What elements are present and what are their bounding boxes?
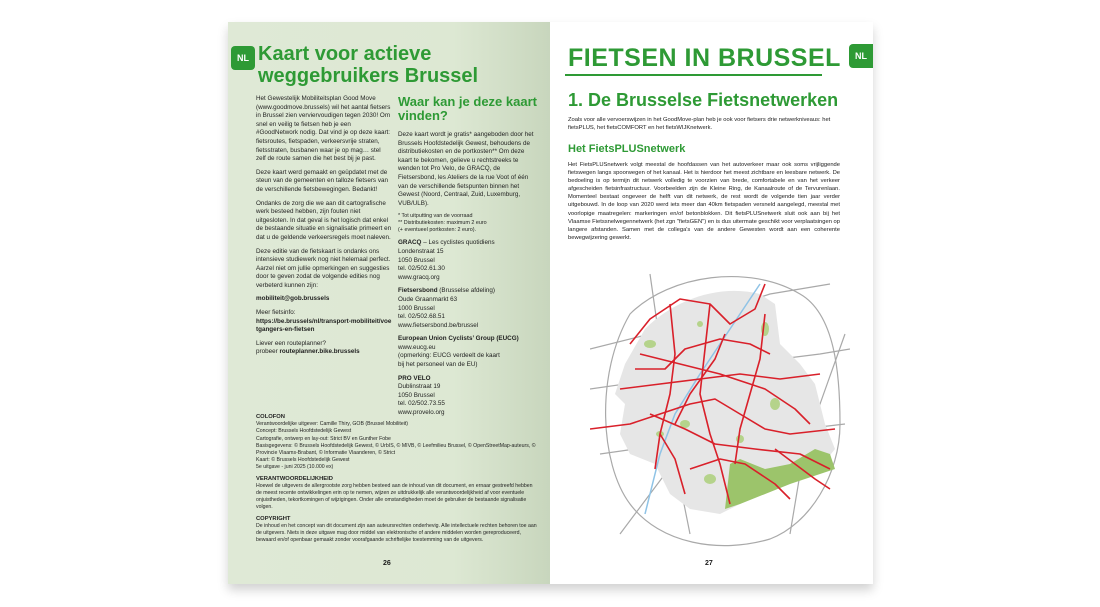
colofon-line: Cartografie, ontwerp en lay-out: Strict BV en Gunther Fobe [256, 435, 391, 442]
footnotes [398, 213, 538, 234]
body-paragraph: Het FietsPLUSnetwerk volgt meestal de hoofdassen van het autoverkeer maar ook soms vrijliggende fietswegen langs spoorwegen of het kanaal. Het is hierdoor het meest zichtbare en leesbare netwerk. De bedoeling is op termijn dit netwerk volledig te voorzien van brede, comfortabele en van het verkeer afgescheiden fietsinfrastructuur. Voorbeelden zijn de Kleine Ring, de Kanaalroute of de Tervurenlaan. Momenteel bestaat ongeveer de helft van dit netwerk, de rest wordt de volgende tien jaar verder uitgebouwd. In de loop van 2020 werd iets meer dan 40km fietspaden versneld aangelegd, meestal met voorlopige maatregelen: markeringen en/of betonblokken. Dit fietsPLUSnetwerk sluit ook aan bij het Vlaamse Fietssnelwegennetwerk (het zgn "fietsGEN") en is dus uitermate geschikt voor verplaatsingen op langere afstanden. Samen met de collega's van de andere Gewesten wordt aan een coherente bewegwijzering gewerkt. [568, 162, 840, 241]
contact-name: PRO VELO [398, 374, 431, 382]
page-number: 26 [383, 560, 391, 567]
more-info-link[interactable]: https://be.brussels/nl/transport-mobiliteit/voetgangers-en-fietsen [256, 317, 392, 334]
contact-line: bij het personeel van de EU) [398, 361, 478, 369]
contact-suffix: (Brusselse afdeling) [437, 287, 495, 295]
contact-line: 1050 Brussel [398, 256, 435, 264]
liability-heading: VERANTWOORDELIJKHEID [256, 475, 333, 482]
page-title: Kaart voor actieve weggebruikers Brussel [258, 43, 479, 87]
contact-line: tel. 02/502.68.51 [398, 313, 445, 321]
contact-name: Fietsersbond [398, 287, 438, 295]
left-page [228, 22, 550, 584]
paragraph: Deze editie van de fietskaart is ondanks ons intensieve studiewerk nog niet helemaal perfect. Aarzel niet om jullie opmerkingen en suggesties door te geven zodat de volgende edities nog verbeterd kunnen zijn: [256, 247, 391, 289]
contact-line: Oude Graanmarkt 63 [398, 295, 458, 303]
intro-paragraph: Zoals voor alle vervoerswijzen in het GoodMove-plan heb je ook voor fietsers drie netwerkniveaus: het fietsPLUS, het fietsCOMFORT en het fietsWIJKnetwerk. [568, 117, 831, 131]
route-planner [256, 340, 392, 357]
planner-prefix: probeer [256, 348, 280, 356]
language-tab: NL [849, 44, 873, 68]
park [704, 474, 716, 484]
footnote: (+ eventueel portkosten: 2 euro). [398, 227, 477, 234]
language-tab: NL [231, 46, 255, 70]
contact-name: European Union Cyclists’ Group (EUCG) [398, 335, 519, 343]
contact-fietsersbond [398, 287, 538, 330]
contact-line: 1050 Brussel [398, 391, 435, 399]
paragraph: Ondanks de zorg die we aan dit cartografische werk besteed hebben, zijn fouten niet uitgesloten. In dat geval is het logisch dat enkel de bestaande situatie en signalisatie primeert en dat u de geldende verkeersregels moet naleven. [256, 199, 392, 241]
footnote: * Tot uitputting van de voorraad [398, 213, 473, 220]
contact-email[interactable]: mobiliteit@gob.brussels [256, 295, 330, 303]
more-info-label: Meer fietsinfo: [256, 309, 296, 317]
subheading: Het FietsPLUSnetwerk [568, 143, 686, 155]
section-heading: Waar kan je deze kaart vinden? [398, 94, 537, 123]
planner-question: Liever een routeplanner? [256, 339, 327, 347]
copyright-heading: COPYRIGHT [256, 515, 291, 522]
contact-name: GRACQ [398, 239, 422, 247]
colofon-line: Verantwoordelijke uitgever: Camille Thiry, GOB (Brussel Mobiliteit) [256, 421, 409, 428]
booklet-spread [228, 22, 873, 584]
contact-line: Dublinstraat 19 [398, 383, 441, 391]
park [770, 398, 780, 410]
region-area [615, 291, 835, 514]
contact-line: tel. 02/502.61.30 [398, 265, 445, 273]
where-to-find-column [398, 95, 538, 423]
colofon-line: Basisgegevens: © Brussels Hoofdstedelijk Gewest, © UrbIS, © MIVB, © Leefmilieu Brussel, © OpenStreetMap-auteurs, © Provincie Vlaams-Brabant, © Informatie Vlaanderen, © Strict [256, 442, 536, 457]
right-page [550, 22, 873, 584]
contact-line: tel. 02/502.73.55 [398, 400, 445, 408]
contact-link[interactable]: www.eucg.eu [398, 343, 436, 351]
colofon-line: Kaart: © Brussels Hoofdstedelijk Gewest [256, 457, 350, 464]
contact-suffix: – Les cyclistes quotidiens [421, 239, 495, 247]
colofon-line: 5e uitgave - juni 2025 (10.000 ex) [256, 464, 334, 471]
contact-gracq [398, 239, 538, 282]
footnote: ** Distributiekosten: maximum 2 euro [398, 220, 487, 227]
park [644, 340, 656, 348]
contact-eucg [398, 335, 538, 369]
title-underline [565, 74, 822, 76]
paragraph: Deze kaart werd gemaakt en geüpdatet met de steun van de gemeenten en talloze fietsers van de verschillende fietsbewegingen. Bedankt! [256, 168, 388, 193]
copyright-text: De inhoud en het concept van dit document zijn aan auteursrechten onderhevig. Alle intellectuele rechten behoren toe aan de uitgevers. Niets in deze uitgave mag door middel van elektronische of andere middelen worden gereproduceerd, bewaard en/of openbaar gemaakt zonder voorafgaande schriftelijke toestemming van de uitgevers. [256, 522, 537, 544]
paragraph: Deze kaart wordt je gratis* aangeboden door het Brussels Hoofdstedelijk Gewest, behoudens de distributiekosten en de portkosten** Om deze kaart te bekomen, gelieve u rechtstreeks te wenden tot Pro Velo, de GRACQ, de Fietsersbond, les Ateliers de la rue Voot of één van de verschillende fietspunten binnen het Gewest (Noord, Centraal, Zuid, Luxemburg, VUB/ULB). [398, 131, 534, 207]
page-number: 27 [705, 560, 713, 567]
section-heading: 1. De Brusselse Fietsnetwerken [568, 90, 839, 110]
liability-text: Hoewel de uitgevers de allergrootste zorg hebben besteed aan de inhoud van dit document, en ernaar gestreefd hebben de meest recente ontwikkelingen erin op te nemen, wijzen ze uitdrukkelijk alle verantwoordelijkheid af voor eventuele onjuistheden, tekortkomingen of wijzigingen. Onder alle omstandigheden moet de gebruiker de bestaande signalisatie volgen. [256, 482, 533, 511]
colofon [256, 410, 538, 544]
colofon-line: Concept: Brussels Hoofdstedelijk Gewest [256, 428, 352, 435]
contact-link[interactable]: www.gracq.org [398, 273, 440, 281]
planner-link[interactable]: routeplanner.bike.brussels [279, 348, 360, 356]
contact-link[interactable]: www.provelo.org [398, 409, 445, 417]
more-info [256, 309, 392, 335]
contact-line: Londenstraat 15 [398, 247, 444, 255]
intro-column [256, 95, 392, 362]
paragraph: Het Gewestelijk Mobiliteitsplan Good Move (www.goodmove.brussels) wil het aantal fietsers in Brussel zien verviervoudigen tegen 2030! Om snel en veilig te fietsen heb je een #GoodNetwork nodig. Dat vind je op deze kaart: fietsroutes, fietspaden, verkeersvrije straten, fietsstraten, busbanen waar je op mag… stel zelf de route samen die het best bij je past. [256, 95, 391, 163]
contact-line: (opmerking: EUCG verdeelt de kaart [398, 352, 500, 360]
contact-link[interactable]: www.fietsersbond.be/brussel [398, 321, 479, 329]
page-title: FIETSEN IN BRUSSEL [568, 44, 841, 72]
park [736, 435, 744, 443]
brussels-cycle-network-map-icon [590, 254, 850, 554]
park [697, 321, 703, 327]
colofon-heading: COLOFON [256, 414, 285, 420]
contact-line: 1000 Brussel [398, 304, 435, 312]
